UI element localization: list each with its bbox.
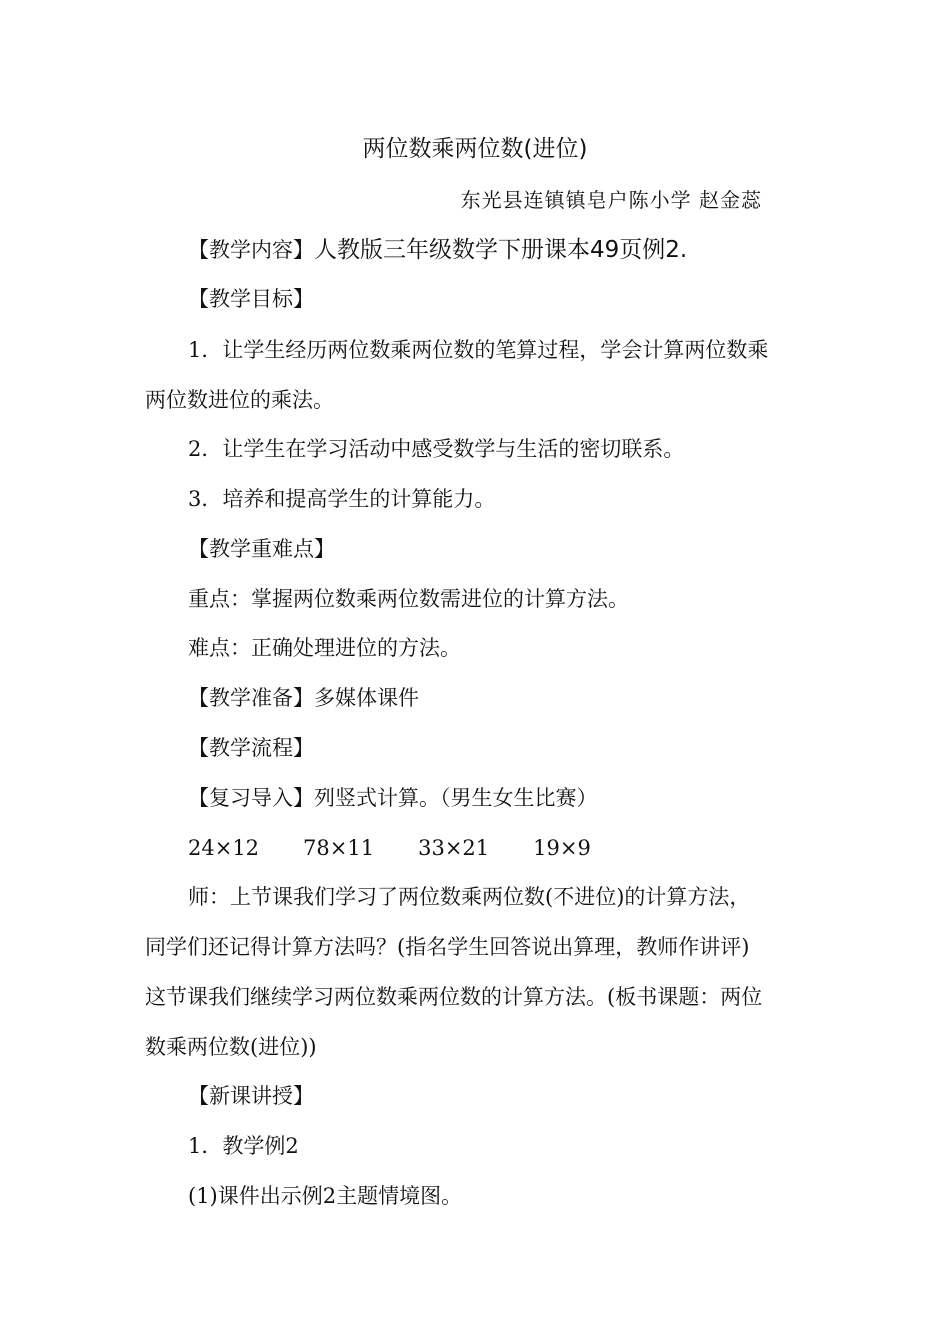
calc-item: 33×21: [418, 836, 490, 860]
goal-2: 2．让学生在学习活动中感受数学与生活的密切联系。: [188, 437, 685, 461]
teacher-line-4: 数乘两位数(进位)): [145, 1035, 317, 1059]
key-point: 重点：掌握两位数乘两位数需进位的计算方法。: [188, 587, 629, 611]
review-intro: 【复习导入】列竖式计算。（男生女生比赛）: [188, 786, 598, 810]
difficult-point: 难点：正确处理进位的方法。: [188, 636, 461, 660]
teacher-line-1: 师：上节课我们学习了两位数乘两位数(不进位)的计算方法，: [188, 885, 751, 909]
example-heading: 1．教学例2: [188, 1134, 299, 1158]
teacher-line-2: 同学们还记得计算方法吗？(指名学生回答说出算理，教师作讲评): [145, 935, 750, 959]
goal-1-line-1: 1．让学生经历两位数乘两位数的笔算过程，学会计算两位数乘: [188, 338, 769, 362]
teaching-content-text: 人教版三年级数学下册课本49页例2.: [314, 237, 688, 263]
process-heading: 【教学流程】: [188, 736, 314, 760]
document-title: 两位数乘两位数(进位): [362, 136, 588, 162]
example-sub-item: (1)课件出示例2主题情境图。: [188, 1184, 463, 1208]
goal-1-line-2: 两位数进位的乘法。: [145, 388, 334, 412]
teacher-line-3: 这节课我们继续学习两位数乘两位数的计算方法。(板书课题：两位: [145, 985, 763, 1009]
author-line: 东光县连镇镇皂户陈小学 赵金蕊: [460, 188, 762, 212]
calculation-exercises: [188, 838, 591, 859]
key-difficult-heading: 【教学重难点】: [188, 537, 335, 561]
goal-3: 3．培养和提高学生的计算能力。: [188, 487, 496, 511]
teaching-content-label: 【教学内容】: [188, 238, 314, 262]
new-lesson-heading: 【新课讲授】: [188, 1084, 314, 1108]
goals-heading: 【教学目标】: [188, 287, 314, 311]
teaching-content: [188, 239, 687, 262]
calc-item: 78×11: [303, 836, 375, 860]
teaching-preparation: 【教学准备】多媒体课件: [188, 686, 419, 710]
calc-item: 24×12: [188, 836, 260, 860]
calc-item: 19×9: [533, 836, 591, 860]
